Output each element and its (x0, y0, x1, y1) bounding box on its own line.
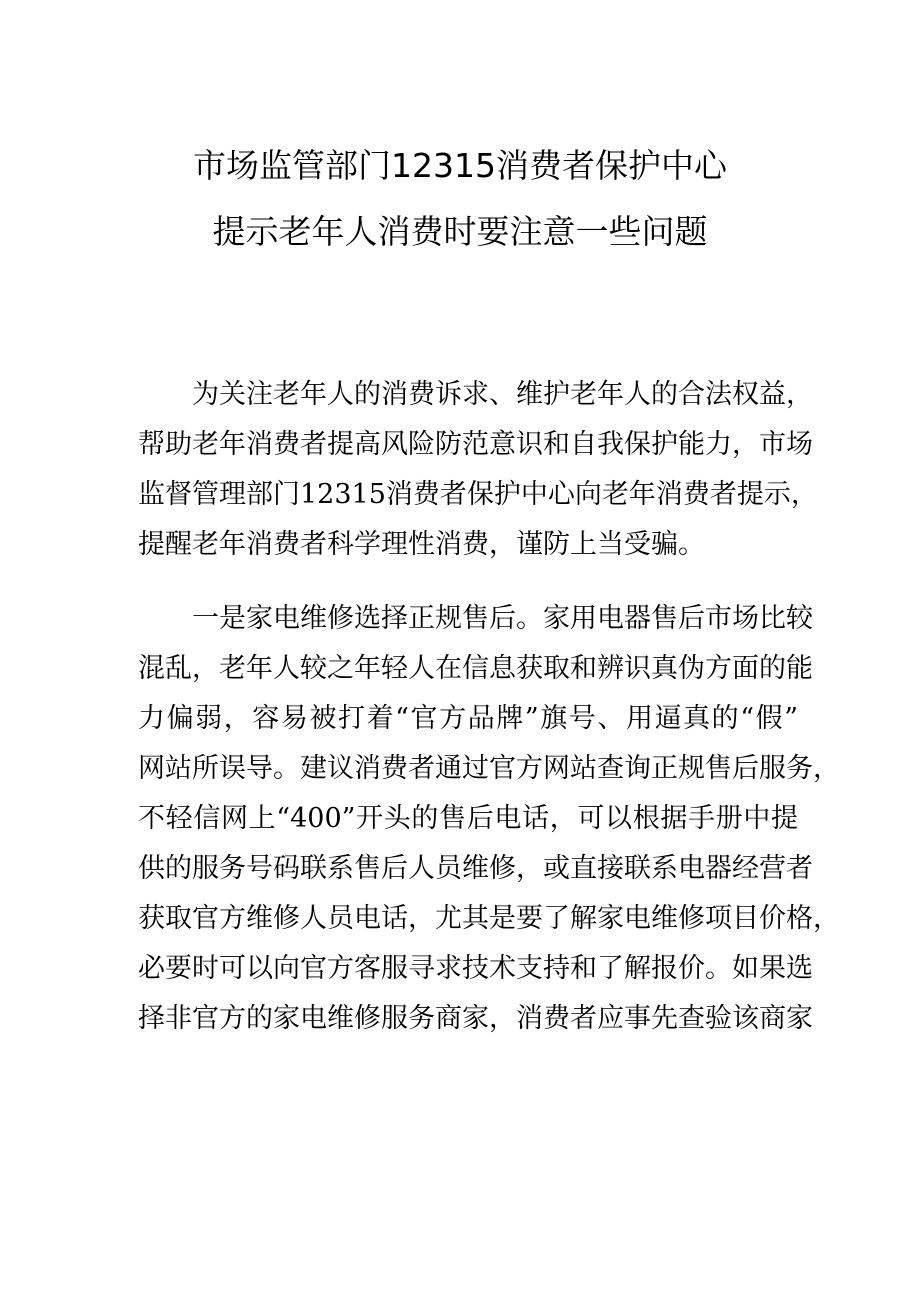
title-line-2: 提示老年人消费时要注意一些问题 (212, 212, 708, 251)
text-line: 一是家电维修选择正规售后。家用电器售后市场比较 (192, 603, 813, 634)
text-line: 提醒老年消费者科学理性消费，谨防上当受骗。 (138, 529, 705, 560)
text-line: 为关注老年人的消费诉求、维护老年人的合法权益， (192, 379, 813, 410)
text-line: 必要时可以向官方客服寻求技术支持和了解报价。如果选 (138, 953, 813, 984)
text-line: 择非官方的家电维修服务商家，消费者应事先查验该商家 (138, 1003, 813, 1034)
paragraph-intro (138, 370, 818, 570)
text-line: 帮助老年消费者提高风险防范意识和自我保护能力，市场 (138, 429, 813, 460)
text-line: 网站所误导。建议消费者通过官方网站查询正规售后服务， (138, 753, 840, 784)
text-line: 获取官方维修人员电话，尤其是要了解家电维修项目价格， (138, 903, 840, 934)
title-line-1: 市场监管部门12315消费者保护中心 (193, 146, 727, 185)
document-title (0, 133, 920, 265)
text-line: 混乱，老年人较之年轻人在信息获取和辨识真伪方面的能 (138, 653, 813, 684)
text-line: 监督管理部门12315消费者保护中心向老年消费者提示， (138, 479, 818, 510)
text-line: 不轻信网上“400”开头的售后电话，可以根据手册中提 (138, 803, 798, 834)
document-body (138, 370, 840, 1068)
text-line: 供的服务号码联系售后人员维修，或直接联系电器经营者 (138, 853, 813, 884)
paragraph-appliance-repair (138, 594, 840, 1044)
text-line: 力偏弱，容易被打着“官方品牌”旗号、用逼真的“假” (138, 703, 798, 734)
